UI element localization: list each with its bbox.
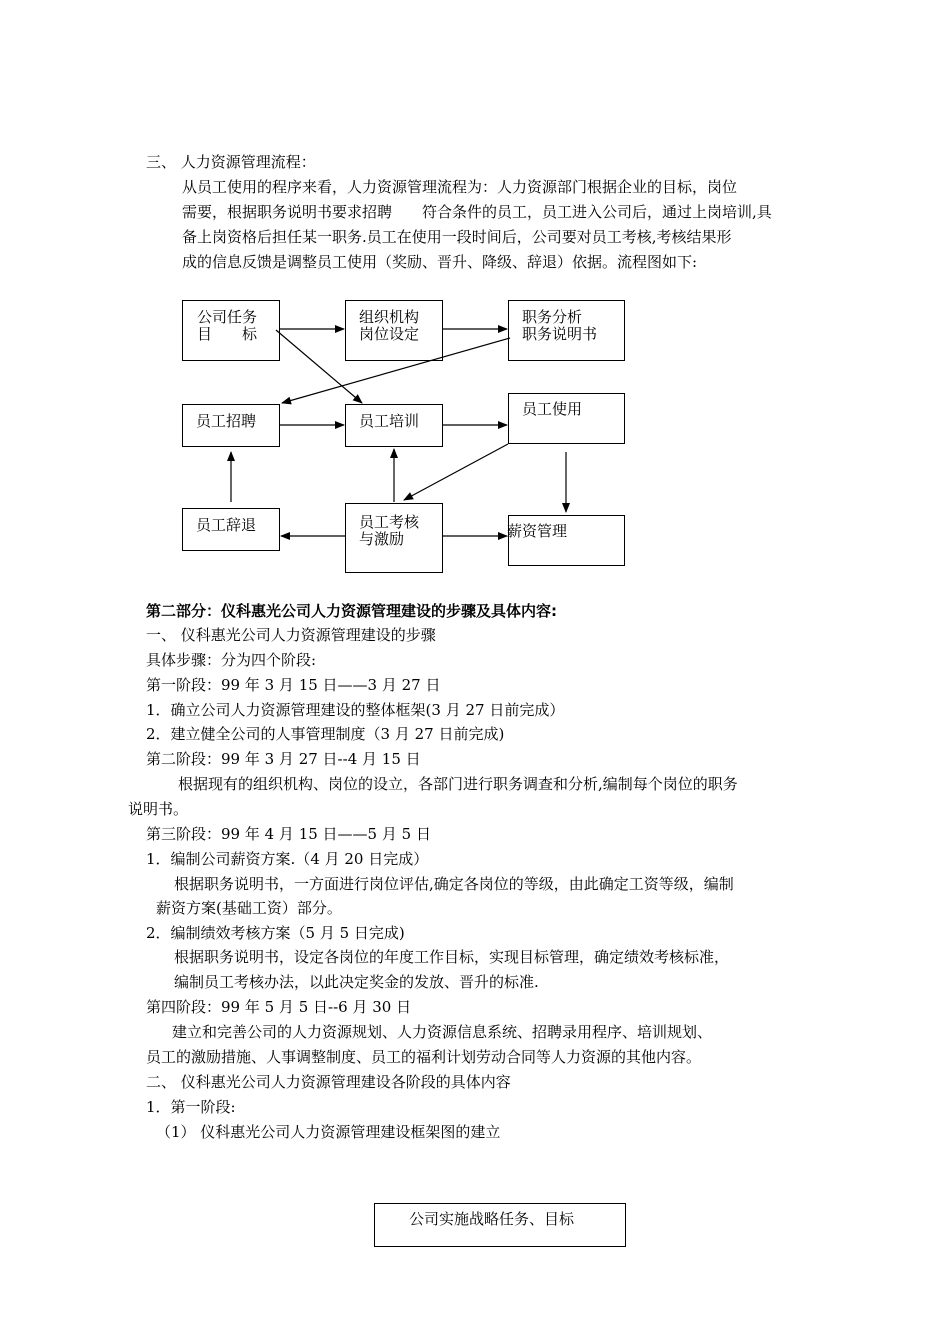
text-line: 具体步骤：分为四个阶段: [146, 651, 317, 669]
list-item: 2．编制绩效考核方案（5 月 5 日完成) [146, 924, 405, 942]
flow-label: 岗位设定 [359, 325, 420, 343]
flow-label: 员工辞退 [196, 516, 257, 534]
flow-label: 职务说明书 [522, 325, 598, 343]
text-line: 编制员工考核办法，以此决定奖金的发放、晋升的标准. [174, 973, 539, 991]
list-item: 2．建立健全公司的人事管理制度（3 月 27 日前完成) [146, 725, 505, 743]
list-item: 1．确立公司人力资源管理建设的整体框架(3 月 27 日前完成） [146, 701, 565, 719]
text-line: 根据职务说明书，设定各岗位的年度工作目标，实现目标管理，确定绩效考核标准， [174, 948, 730, 966]
text-line: 根据职务说明书，一方面进行岗位评估,确定各岗位的等级，由此确定工资等级，编制 [174, 875, 734, 893]
section-heading: 二、 仪科惠光公司人力资源管理建设各阶段的具体内容 [146, 1073, 511, 1091]
text-line: 建立和完善公司的人力资源规划、人力资源信息系统、招聘录用程序、培训规划、 [172, 1023, 713, 1041]
flow-label: 目 标 [197, 325, 258, 343]
flow-label: 员工培训 [359, 412, 420, 430]
stage-title: 第四阶段：99 年 5 月 5 日--6 月 30 日 [146, 998, 412, 1016]
paragraph-line: 备上岗资格后担任某一职务.员工在使用一段时间后，公司要对员工考核,考核结果形 [182, 228, 732, 246]
flow-label: 组织机构 [359, 308, 420, 326]
flow-label: 职务分析 [522, 308, 583, 326]
arrow-job-to-recruit [282, 338, 510, 403]
flow-label: 与激励 [359, 530, 405, 548]
stage-title: 第一阶段：99 年 3 月 15 日——3 月 27 日 [146, 676, 441, 694]
paragraph-line: 从员工使用的程序来看，人力资源管理流程为：人力资源部门根据企业的目标，岗位 [182, 178, 738, 196]
framework-label: 公司实施战略任务、目标 [409, 1210, 575, 1228]
section-heading: 三、 人力资源管理流程： [146, 153, 316, 171]
paragraph-line: 需要，根据职务说明书要求招聘 符合条件的员工，员工进入公司后，通过上岗培训,具 [182, 203, 772, 221]
stage-title: 第三阶段：99 年 4 月 15 日——5 月 5 日 [146, 825, 431, 843]
paragraph-line: 成的信息反馈是调整员工使用（奖励、晋升、降级、辞退）依据。流程图如下: [182, 253, 698, 271]
flow-label: 薪资管理 [507, 522, 568, 540]
list-item: 1．编制公司薪资方案.（4 月 20 日完成） [146, 850, 429, 868]
flow-label: 员工使用 [522, 400, 583, 418]
text-line: 员工的激励措施、人事调整制度、员工的福利计划劳动合同等人力资源的其他内容。 [146, 1048, 702, 1066]
flow-label: 员工考核 [359, 513, 420, 531]
section-heading: 一、 仪科惠光公司人力资源管理建设的步骤 [146, 626, 436, 644]
text-line: 说明书。 [128, 800, 189, 818]
stage-title: 第二阶段：99 年 3 月 27 日--4 月 15 日 [146, 750, 421, 768]
text-line: 根据现有的组织机构、岗位的设立，各部门进行职务调查和分析,编制每个岗位的职务 [178, 775, 738, 793]
list-item: （1） 仪科惠光公司人力资源管理建设框架图的建立 [156, 1123, 501, 1141]
flow-label: 员工招聘 [196, 412, 257, 430]
text-line: 薪资方案(基础工资）部分。 [156, 899, 342, 917]
framework-box-strategy [374, 1203, 626, 1247]
arrow-usage-to-assessment [404, 444, 508, 500]
part-title: 第二部分：仪科惠光公司人力资源管理建设的步骤及具体内容: [146, 602, 558, 620]
list-item: 1．第一阶段: [146, 1098, 236, 1116]
flow-label: 公司任务 [197, 308, 258, 326]
